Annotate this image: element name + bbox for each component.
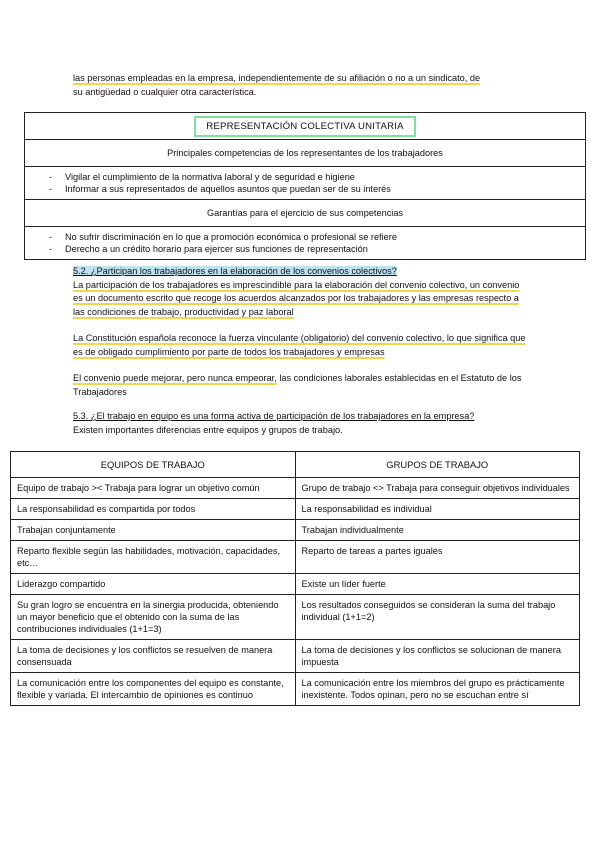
comparison-body xyxy=(11,478,580,706)
section-5-3-intro: Existen importantes diferencias entre equipos y grupos de trabajo. xyxy=(73,424,343,435)
col-header-equipos: EQUIPOS DE TRABAJO xyxy=(11,452,296,478)
competencia-item: - Vigilar el cumplimiento de la normativa laboral y de seguridad e higiene xyxy=(35,172,575,184)
grupos-cell: Los resultados conseguidos se consideran la suma del trabajo individual (1+1=2) xyxy=(295,595,580,640)
grupos-cell: Reparto de tareas a partes iguales xyxy=(295,541,580,574)
equipos-cell: Su gran logro se encuentra en la sinergia producida, obteniendo un mayor beneficio que el obtenido con la suma de las contribuciones individuales (1+1=3) xyxy=(11,595,296,640)
section-5-2 xyxy=(73,265,528,399)
competencias-list-cell xyxy=(25,167,586,200)
equipos-cell: La toma de decisiones y los conflictos se resuelven de manera consensuada xyxy=(11,640,296,673)
table-row xyxy=(11,574,580,595)
garantia-item: - No sufrir discriminación en lo que a promoción económica o profesional se refiere xyxy=(35,232,575,244)
convenio-highlight: El convenio puede mejorar, pero nunca empeorar, xyxy=(73,373,277,383)
paragraph-convenio xyxy=(73,372,528,399)
table-row xyxy=(11,595,580,640)
competencias-list xyxy=(35,172,575,195)
equipos-grupos-table xyxy=(10,451,580,706)
grupos-cell: La comunicación entre los miembros del grupo es prácticamente inexistente. Todos opinan, pero no se escuchan entre sí xyxy=(295,673,580,706)
competencias-header: Principales competencias de los representantes de los trabajadores xyxy=(25,140,586,167)
grupos-cell: Existe un líder fuerte xyxy=(295,574,580,595)
section-5-3 xyxy=(73,410,543,437)
equipos-cell: Liderazgo compartido xyxy=(11,574,296,595)
intro-line-1: las personas empleadas en la empresa, independientemente de su afiliación o no a un sindicato, de xyxy=(73,73,481,83)
table-row xyxy=(11,478,580,499)
question-5-3: 5.3. ¿El trabajo en equipo es una forma activa de participación de los trabajadores en la empresa? xyxy=(73,411,475,421)
competencia-item: - Informar a sus representados de aquellos asuntos que puedan ser de su interés xyxy=(35,184,575,196)
garantias-list xyxy=(35,232,575,255)
table-row xyxy=(11,541,580,574)
grupos-cell: La toma de decisiones y los conflictos se solucionan de manera impuesta xyxy=(295,640,580,673)
garantias-header: Garantías para el ejercicio de sus competencias xyxy=(25,200,586,227)
col-header-grupos: GRUPOS DE TRABAJO xyxy=(295,452,580,478)
grupos-cell: Grupo de trabajo <> Trabaja para conseguir objetivos individuales xyxy=(295,478,580,499)
table-row xyxy=(11,520,580,541)
table-row xyxy=(11,499,580,520)
equipos-cell: Equipo de trabajo >< Trabaja para lograr un objetivo común xyxy=(11,478,296,499)
paragraph-constitucion: La Constitución española reconoce la fuerza vinculante (obligatorio) del convenio colectivo, lo que significa que es de obligado cumplimiento por parte de todos los trabajadores y empresas xyxy=(73,333,526,357)
equipos-cell: Trabajan conjuntamente xyxy=(11,520,296,541)
representacion-table xyxy=(24,112,586,260)
equipos-cell: Reparto flexible según las habilidades, motivación, capacidades, etc… xyxy=(11,541,296,574)
garantia-item: - Derecho a un crédito horario para ejercer sus funciones de representación xyxy=(35,244,575,256)
paragraph-participacion: La participación de los trabajadores es imprescindible para la elaboración del convenio colectivo, un convenio es un documento escrito que recoge los acuerdos alcanzados por los trabajadores y las empresas respecto a las condiciones de trabajo, productividad y paz laboral xyxy=(73,279,520,317)
intro-paragraph xyxy=(73,72,533,99)
rep-title-cell xyxy=(25,113,586,140)
table-row xyxy=(11,640,580,673)
rep-title: REPRESENTACIÓN COLECTIVA UNITARIA xyxy=(194,116,415,137)
grupos-cell: Trabajan individualmente xyxy=(295,520,580,541)
equipos-cell: La comunicación entre los componentes del equipo es constante, flexible y variada. El intercambio de opiniones es continuo xyxy=(11,673,296,706)
equipos-cell: La responsabilidad es compartida por todos xyxy=(11,499,296,520)
question-5-2: 5.2. ¿Participan los trabajadores en la elaboración de los convenios colectivos? xyxy=(73,266,397,276)
convenio-rest: las condiciones laborales establecidas en el Estatuto de los Trabajadores xyxy=(73,373,522,397)
table-row xyxy=(11,673,580,706)
garantias-list-cell xyxy=(25,227,586,260)
intro-line-2: su antigüedad o cualquier otra característica. xyxy=(73,86,257,97)
grupos-cell: La responsabilidad es individual xyxy=(295,499,580,520)
